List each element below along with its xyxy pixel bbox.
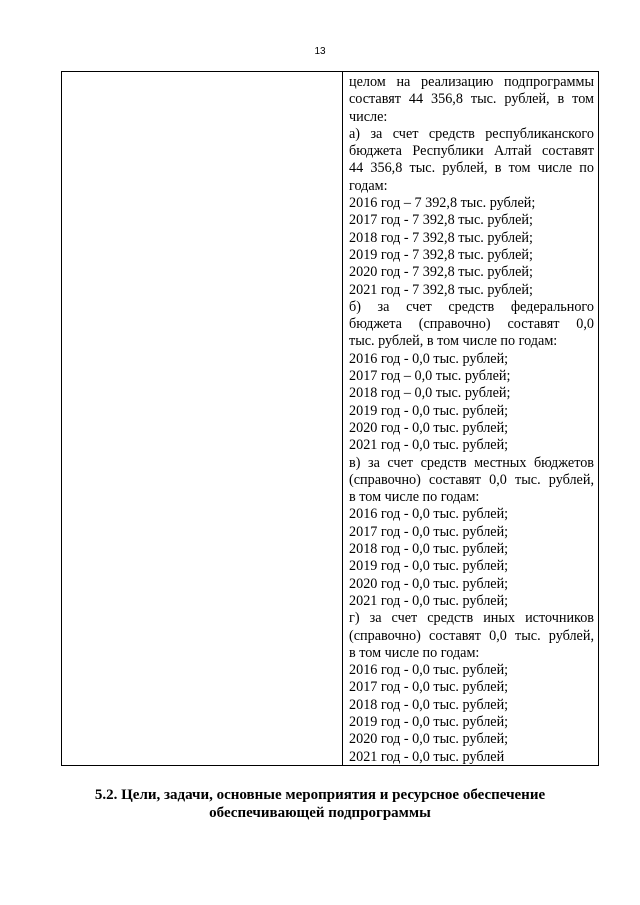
table-text-line: 2021 год - 7 392,8 тыс. рублей; — [349, 281, 533, 298]
table-text-line: (справочно) составят 0,0 тыс. рублей, — [349, 471, 594, 488]
table-text-line: 2019 год - 0,0 тыс. рублей; — [349, 713, 509, 730]
table-left-cell — [62, 72, 343, 765]
table-text-line: (справочно) составят 0,0 тыс. рублей, — [349, 627, 594, 644]
table-text-line: г) за счет средств иных источников — [349, 610, 594, 627]
table-text-line: 2017 год - 0,0 тыс. рублей; — [349, 523, 509, 540]
table-text-line: 2018 год - 0,0 тыс. рублей; — [349, 541, 509, 558]
table-text-line: 2017 год – 0,0 тыс. рублей; — [349, 368, 511, 385]
table-text-line: бюджета (справочно) составят 0,0 — [349, 316, 594, 333]
table-text-line: 2018 год – 0,0 тыс. рублей; — [349, 385, 511, 402]
funding-table — [61, 71, 599, 766]
table-text-line: 2021 год - 0,0 тыс. рублей; — [349, 592, 509, 609]
table-text-line: 2017 год - 7 392,8 тыс. рублей; — [349, 212, 533, 229]
table-text-line: в том числе по годам: — [349, 489, 480, 506]
table-text-line: а) за счет средств республиканского — [349, 125, 594, 142]
table-text-line: 2021 год - 0,0 тыс. рублей; — [349, 437, 509, 454]
table-text-line: 2016 год – 7 392,8 тыс. рублей; — [349, 195, 536, 212]
section-heading — [0, 786, 640, 822]
table-text-line: 2016 год - 0,0 тыс. рублей; — [349, 662, 509, 679]
table-text-line: 2020 год - 0,0 тыс. рублей; — [349, 731, 509, 748]
page-number: 13 — [314, 46, 326, 57]
section-heading-line-2: обеспечивающей подпрограммы — [209, 805, 431, 821]
section-heading-line-1: 5.2. Цели, задачи, основные мероприятия и ресурсное обеспечение — [94, 787, 546, 803]
table-text-line: 2020 год - 0,0 тыс. рублей; — [349, 575, 509, 592]
table-text-line: целом на реализацию подпрограммы — [349, 74, 594, 90]
table-text-line: 2016 год - 0,0 тыс. рублей; — [349, 506, 509, 523]
table-text-line: 2020 год - 7 392,8 тыс. рублей; — [349, 264, 533, 281]
table-text-line: 2018 год - 7 392,8 тыс. рублей; — [349, 229, 533, 246]
table-text-line: 2020 год - 0,0 тыс. рублей; — [349, 419, 509, 436]
table-text-line: 2019 год - 0,0 тыс. рублей; — [349, 402, 509, 419]
table-text-line: 2016 год - 0,0 тыс. рублей; — [349, 350, 509, 367]
table-text-line: 44 356,8 тыс. рублей, в том числе по — [349, 160, 594, 177]
table-text-line: составят 44 356,8 тыс. рублей, в том — [349, 91, 594, 108]
table-text-line: числе: — [349, 108, 388, 125]
table-text-line: бюджета Республики Алтай составят — [349, 143, 594, 160]
table-text-line: 2018 год - 0,0 тыс. рублей; — [349, 696, 509, 713]
table-right-cell — [343, 72, 598, 765]
table-text-line: 2021 год - 0,0 тыс. рублей — [349, 748, 505, 765]
table-text-line: в) за счет средств местных бюджетов — [349, 454, 594, 471]
table-text-line: 2017 год - 0,0 тыс. рублей; — [349, 679, 509, 696]
table-text-line: 2019 год - 0,0 тыс. рублей; — [349, 558, 509, 575]
table-text-line: тыс. рублей, в том числе по годам: — [349, 333, 558, 350]
table-text-line: в том числе по годам: — [349, 644, 480, 661]
table-text-line: годам: — [349, 177, 388, 194]
table-text-line: б) за счет средств федерального — [349, 298, 594, 315]
table-text-line: 2019 год - 7 392,8 тыс. рублей; — [349, 246, 533, 263]
